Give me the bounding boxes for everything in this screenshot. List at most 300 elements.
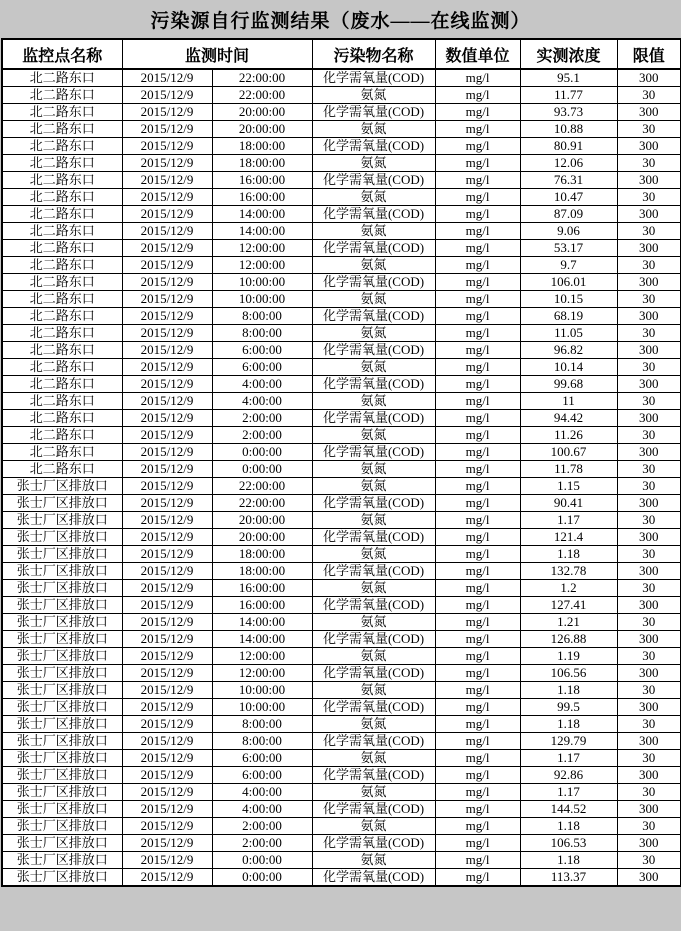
cell-date: 2015/12/9 <box>122 801 212 818</box>
cell-date: 2015/12/9 <box>122 444 212 461</box>
cell-measured: 11.77 <box>520 87 617 104</box>
cell-measured: 96.82 <box>520 342 617 359</box>
cell-date: 2015/12/9 <box>122 716 212 733</box>
cell-time: 8:00:00 <box>212 308 312 325</box>
cell-date: 2015/12/9 <box>122 767 212 784</box>
table-row <box>2 444 681 461</box>
cell-date: 2015/12/9 <box>122 69 212 87</box>
cell-unit: mg/l <box>435 172 520 189</box>
cell-date: 2015/12/9 <box>122 121 212 138</box>
cell-site: 北二路东口 <box>2 274 122 291</box>
cell-limit: 30 <box>617 478 681 495</box>
cell-pollutant: 氨氮 <box>312 359 435 376</box>
cell-date: 2015/12/9 <box>122 784 212 801</box>
table-row <box>2 631 681 648</box>
table-row <box>2 155 681 172</box>
cell-pollutant: 化学需氧量(COD) <box>312 240 435 257</box>
cell-limit: 300 <box>617 801 681 818</box>
cell-date: 2015/12/9 <box>122 87 212 104</box>
cell-measured: 100.67 <box>520 444 617 461</box>
cell-limit: 30 <box>617 257 681 274</box>
cell-pollutant: 化学需氧量(COD) <box>312 699 435 716</box>
cell-pollutant: 化学需氧量(COD) <box>312 104 435 121</box>
cell-date: 2015/12/9 <box>122 138 212 155</box>
cell-site: 张士厂区排放口 <box>2 512 122 529</box>
cell-unit: mg/l <box>435 155 520 172</box>
cell-site: 张士厂区排放口 <box>2 835 122 852</box>
cell-measured: 1.18 <box>520 716 617 733</box>
table-row <box>2 512 681 529</box>
cell-unit: mg/l <box>435 546 520 563</box>
cell-limit: 300 <box>617 835 681 852</box>
cell-time: 6:00:00 <box>212 342 312 359</box>
cell-pollutant: 化学需氧量(COD) <box>312 172 435 189</box>
cell-unit: mg/l <box>435 104 520 121</box>
cell-date: 2015/12/9 <box>122 461 212 478</box>
cell-measured: 1.15 <box>520 478 617 495</box>
cell-unit: mg/l <box>435 512 520 529</box>
cell-unit: mg/l <box>435 495 520 512</box>
cell-limit: 30 <box>617 818 681 835</box>
cell-unit: mg/l <box>435 410 520 427</box>
table-row <box>2 291 681 308</box>
cell-site: 北二路东口 <box>2 138 122 155</box>
cell-pollutant: 氨氮 <box>312 291 435 308</box>
cell-pollutant: 化学需氧量(COD) <box>312 138 435 155</box>
table-row <box>2 546 681 563</box>
cell-site: 北二路东口 <box>2 155 122 172</box>
cell-limit: 300 <box>617 376 681 393</box>
cell-time: 20:00:00 <box>212 529 312 546</box>
cell-unit: mg/l <box>435 614 520 631</box>
cell-time: 14:00:00 <box>212 614 312 631</box>
cell-site: 北二路东口 <box>2 308 122 325</box>
cell-unit: mg/l <box>435 869 520 887</box>
cell-date: 2015/12/9 <box>122 257 212 274</box>
cell-date: 2015/12/9 <box>122 733 212 750</box>
cell-date: 2015/12/9 <box>122 631 212 648</box>
cell-limit: 30 <box>617 87 681 104</box>
cell-date: 2015/12/9 <box>122 274 212 291</box>
cell-measured: 106.01 <box>520 274 617 291</box>
cell-measured: 1.17 <box>520 784 617 801</box>
table-row <box>2 682 681 699</box>
cell-time: 14:00:00 <box>212 206 312 223</box>
cell-date: 2015/12/9 <box>122 852 212 869</box>
header-row <box>2 39 681 69</box>
cell-time: 16:00:00 <box>212 597 312 614</box>
cell-unit: mg/l <box>435 138 520 155</box>
cell-time: 10:00:00 <box>212 682 312 699</box>
cell-unit: mg/l <box>435 240 520 257</box>
cell-unit: mg/l <box>435 784 520 801</box>
cell-time: 18:00:00 <box>212 155 312 172</box>
cell-time: 16:00:00 <box>212 189 312 206</box>
cell-date: 2015/12/9 <box>122 665 212 682</box>
cell-site: 北二路东口 <box>2 444 122 461</box>
cell-unit: mg/l <box>435 206 520 223</box>
cell-date: 2015/12/9 <box>122 240 212 257</box>
cell-date: 2015/12/9 <box>122 427 212 444</box>
cell-pollutant: 氨氮 <box>312 87 435 104</box>
cell-date: 2015/12/9 <box>122 546 212 563</box>
cell-time: 2:00:00 <box>212 835 312 852</box>
cell-time: 2:00:00 <box>212 410 312 427</box>
cell-pollutant: 氨氮 <box>312 223 435 240</box>
cell-time: 8:00:00 <box>212 716 312 733</box>
cell-measured: 90.41 <box>520 495 617 512</box>
cell-pollutant: 化学需氧量(COD) <box>312 869 435 887</box>
cell-date: 2015/12/9 <box>122 580 212 597</box>
cell-time: 18:00:00 <box>212 546 312 563</box>
cell-site: 张士厂区排放口 <box>2 478 122 495</box>
cell-site: 张士厂区排放口 <box>2 580 122 597</box>
cell-date: 2015/12/9 <box>122 308 212 325</box>
cell-site: 张士厂区排放口 <box>2 682 122 699</box>
cell-time: 20:00:00 <box>212 512 312 529</box>
cell-time: 4:00:00 <box>212 393 312 410</box>
table-row <box>2 461 681 478</box>
cell-pollutant: 氨氮 <box>312 478 435 495</box>
cell-site: 张士厂区排放口 <box>2 716 122 733</box>
cell-site: 张士厂区排放口 <box>2 801 122 818</box>
col-header-site: 监控点名称 <box>2 39 122 69</box>
table-row <box>2 852 681 869</box>
cell-site: 北二路东口 <box>2 342 122 359</box>
cell-time: 12:00:00 <box>212 257 312 274</box>
cell-limit: 300 <box>617 172 681 189</box>
cell-site: 张士厂区排放口 <box>2 869 122 887</box>
cell-pollutant: 氨氮 <box>312 325 435 342</box>
cell-pollutant: 化学需氧量(COD) <box>312 835 435 852</box>
cell-pollutant: 氨氮 <box>312 189 435 206</box>
cell-limit: 300 <box>617 665 681 682</box>
cell-time: 0:00:00 <box>212 852 312 869</box>
cell-time: 8:00:00 <box>212 325 312 342</box>
cell-measured: 10.14 <box>520 359 617 376</box>
cell-site: 张士厂区排放口 <box>2 852 122 869</box>
cell-unit: mg/l <box>435 767 520 784</box>
cell-unit: mg/l <box>435 580 520 597</box>
cell-unit: mg/l <box>435 121 520 138</box>
cell-limit: 300 <box>617 563 681 580</box>
col-header-limit: 限值 <box>617 39 681 69</box>
cell-date: 2015/12/9 <box>122 206 212 223</box>
cell-pollutant: 化学需氧量(COD) <box>312 767 435 784</box>
cell-time: 22:00:00 <box>212 87 312 104</box>
cell-limit: 30 <box>617 189 681 206</box>
cell-limit: 300 <box>617 869 681 887</box>
cell-time: 6:00:00 <box>212 750 312 767</box>
cell-unit: mg/l <box>435 461 520 478</box>
table-row <box>2 767 681 784</box>
cell-unit: mg/l <box>435 308 520 325</box>
cell-site: 北二路东口 <box>2 359 122 376</box>
cell-unit: mg/l <box>435 835 520 852</box>
cell-pollutant: 化学需氧量(COD) <box>312 597 435 614</box>
table-row <box>2 138 681 155</box>
table-row <box>2 172 681 189</box>
cell-date: 2015/12/9 <box>122 750 212 767</box>
cell-time: 14:00:00 <box>212 631 312 648</box>
cell-limit: 300 <box>617 69 681 87</box>
cell-measured: 9.7 <box>520 257 617 274</box>
cell-pollutant: 化学需氧量(COD) <box>312 206 435 223</box>
cell-measured: 1.18 <box>520 546 617 563</box>
cell-time: 10:00:00 <box>212 274 312 291</box>
table-row <box>2 784 681 801</box>
cell-limit: 30 <box>617 223 681 240</box>
cell-measured: 93.73 <box>520 104 617 121</box>
monitoring-table <box>1 38 681 887</box>
cell-unit: mg/l <box>435 359 520 376</box>
cell-limit: 30 <box>617 427 681 444</box>
cell-pollutant: 氨氮 <box>312 750 435 767</box>
cell-limit: 300 <box>617 138 681 155</box>
cell-limit: 30 <box>617 614 681 631</box>
cell-date: 2015/12/9 <box>122 325 212 342</box>
cell-measured: 127.41 <box>520 597 617 614</box>
cell-measured: 92.86 <box>520 767 617 784</box>
cell-unit: mg/l <box>435 750 520 767</box>
cell-limit: 30 <box>617 325 681 342</box>
cell-unit: mg/l <box>435 257 520 274</box>
cell-pollutant: 化学需氧量(COD) <box>312 563 435 580</box>
table-row <box>2 325 681 342</box>
cell-site: 张士厂区排放口 <box>2 614 122 631</box>
cell-measured: 11.78 <box>520 461 617 478</box>
cell-time: 2:00:00 <box>212 818 312 835</box>
cell-time: 18:00:00 <box>212 138 312 155</box>
cell-site: 张士厂区排放口 <box>2 529 122 546</box>
cell-date: 2015/12/9 <box>122 342 212 359</box>
cell-site: 张士厂区排放口 <box>2 818 122 835</box>
cell-date: 2015/12/9 <box>122 597 212 614</box>
cell-measured: 1.17 <box>520 512 617 529</box>
cell-measured: 1.18 <box>520 682 617 699</box>
cell-measured: 10.15 <box>520 291 617 308</box>
cell-site: 北二路东口 <box>2 87 122 104</box>
cell-measured: 80.91 <box>520 138 617 155</box>
cell-pollutant: 化学需氧量(COD) <box>312 376 435 393</box>
table-row <box>2 495 681 512</box>
cell-measured: 1.21 <box>520 614 617 631</box>
cell-unit: mg/l <box>435 274 520 291</box>
cell-unit: mg/l <box>435 716 520 733</box>
cell-date: 2015/12/9 <box>122 155 212 172</box>
table-row <box>2 223 681 240</box>
cell-pollutant: 氨氮 <box>312 121 435 138</box>
cell-date: 2015/12/9 <box>122 359 212 376</box>
cell-site: 北二路东口 <box>2 291 122 308</box>
cell-measured: 1.19 <box>520 648 617 665</box>
cell-pollutant: 化学需氧量(COD) <box>312 308 435 325</box>
cell-time: 10:00:00 <box>212 699 312 716</box>
cell-site: 北二路东口 <box>2 172 122 189</box>
cell-unit: mg/l <box>435 427 520 444</box>
cell-date: 2015/12/9 <box>122 189 212 206</box>
cell-date: 2015/12/9 <box>122 495 212 512</box>
table-row <box>2 342 681 359</box>
cell-pollutant: 化学需氧量(COD) <box>312 631 435 648</box>
cell-pollutant: 氨氮 <box>312 546 435 563</box>
cell-time: 22:00:00 <box>212 478 312 495</box>
table-row <box>2 69 681 87</box>
cell-date: 2015/12/9 <box>122 869 212 887</box>
table-row <box>2 665 681 682</box>
table-row <box>2 410 681 427</box>
cell-pollutant: 氨氮 <box>312 784 435 801</box>
cell-limit: 300 <box>617 597 681 614</box>
table-row <box>2 257 681 274</box>
cell-time: 12:00:00 <box>212 240 312 257</box>
cell-pollutant: 氨氮 <box>312 716 435 733</box>
cell-limit: 300 <box>617 733 681 750</box>
col-header-measured: 实测浓度 <box>520 39 617 69</box>
cell-date: 2015/12/9 <box>122 818 212 835</box>
cell-measured: 144.52 <box>520 801 617 818</box>
cell-time: 0:00:00 <box>212 461 312 478</box>
cell-measured: 113.37 <box>520 869 617 887</box>
table-body <box>2 69 681 886</box>
cell-measured: 1.17 <box>520 750 617 767</box>
cell-site: 张士厂区排放口 <box>2 563 122 580</box>
cell-measured: 87.09 <box>520 206 617 223</box>
cell-measured: 129.79 <box>520 733 617 750</box>
cell-measured: 121.4 <box>520 529 617 546</box>
cell-unit: mg/l <box>435 801 520 818</box>
cell-measured: 76.31 <box>520 172 617 189</box>
cell-time: 0:00:00 <box>212 869 312 887</box>
cell-measured: 1.18 <box>520 852 617 869</box>
cell-pollutant: 氨氮 <box>312 393 435 410</box>
cell-unit: mg/l <box>435 563 520 580</box>
cell-date: 2015/12/9 <box>122 614 212 631</box>
cell-time: 22:00:00 <box>212 69 312 87</box>
cell-pollutant: 氨氮 <box>312 461 435 478</box>
cell-unit: mg/l <box>435 393 520 410</box>
cell-site: 北二路东口 <box>2 69 122 87</box>
table-row <box>2 597 681 614</box>
table-row <box>2 529 681 546</box>
cell-time: 4:00:00 <box>212 801 312 818</box>
cell-site: 北二路东口 <box>2 104 122 121</box>
table-row <box>2 648 681 665</box>
cell-time: 6:00:00 <box>212 359 312 376</box>
cell-pollutant: 氨氮 <box>312 257 435 274</box>
cell-site: 北二路东口 <box>2 189 122 206</box>
cell-site: 北二路东口 <box>2 461 122 478</box>
cell-time: 16:00:00 <box>212 172 312 189</box>
cell-measured: 11.05 <box>520 325 617 342</box>
cell-date: 2015/12/9 <box>122 699 212 716</box>
cell-site: 张士厂区排放口 <box>2 733 122 750</box>
cell-site: 北二路东口 <box>2 376 122 393</box>
cell-measured: 99.68 <box>520 376 617 393</box>
cell-limit: 30 <box>617 716 681 733</box>
cell-time: 4:00:00 <box>212 784 312 801</box>
cell-pollutant: 化学需氧量(COD) <box>312 69 435 87</box>
table-row <box>2 801 681 818</box>
cell-unit: mg/l <box>435 818 520 835</box>
cell-pollutant: 化学需氧量(COD) <box>312 410 435 427</box>
cell-date: 2015/12/9 <box>122 393 212 410</box>
cell-pollutant: 氨氮 <box>312 155 435 172</box>
cell-measured: 10.47 <box>520 189 617 206</box>
table-row <box>2 308 681 325</box>
cell-measured: 11.26 <box>520 427 617 444</box>
cell-measured: 99.5 <box>520 699 617 716</box>
cell-time: 18:00:00 <box>212 563 312 580</box>
cell-site: 北二路东口 <box>2 410 122 427</box>
cell-measured: 94.42 <box>520 410 617 427</box>
cell-date: 2015/12/9 <box>122 376 212 393</box>
table-row <box>2 733 681 750</box>
cell-measured: 9.06 <box>520 223 617 240</box>
cell-unit: mg/l <box>435 223 520 240</box>
cell-unit: mg/l <box>435 342 520 359</box>
cell-date: 2015/12/9 <box>122 529 212 546</box>
cell-site: 张士厂区排放口 <box>2 546 122 563</box>
table-row <box>2 835 681 852</box>
cell-time: 16:00:00 <box>212 580 312 597</box>
cell-time: 14:00:00 <box>212 223 312 240</box>
table-row <box>2 274 681 291</box>
cell-limit: 300 <box>617 206 681 223</box>
cell-measured: 53.17 <box>520 240 617 257</box>
cell-unit: mg/l <box>435 733 520 750</box>
cell-pollutant: 氨氮 <box>312 580 435 597</box>
table-row <box>2 716 681 733</box>
table-row <box>2 206 681 223</box>
cell-limit: 30 <box>617 580 681 597</box>
cell-date: 2015/12/9 <box>122 835 212 852</box>
cell-limit: 30 <box>617 784 681 801</box>
cell-date: 2015/12/9 <box>122 478 212 495</box>
table-row <box>2 359 681 376</box>
cell-site: 北二路东口 <box>2 325 122 342</box>
cell-site: 北二路东口 <box>2 393 122 410</box>
cell-unit: mg/l <box>435 699 520 716</box>
table-row <box>2 869 681 887</box>
cell-site: 张士厂区排放口 <box>2 597 122 614</box>
cell-limit: 30 <box>617 291 681 308</box>
cell-limit: 30 <box>617 155 681 172</box>
cell-pollutant: 氨氮 <box>312 512 435 529</box>
cell-limit: 30 <box>617 648 681 665</box>
table-row <box>2 699 681 716</box>
cell-date: 2015/12/9 <box>122 223 212 240</box>
cell-pollutant: 氨氮 <box>312 818 435 835</box>
cell-pollutant: 化学需氧量(COD) <box>312 801 435 818</box>
table-row <box>2 376 681 393</box>
cell-site: 北二路东口 <box>2 240 122 257</box>
cell-date: 2015/12/9 <box>122 682 212 699</box>
cell-limit: 30 <box>617 682 681 699</box>
cell-measured: 126.88 <box>520 631 617 648</box>
cell-unit: mg/l <box>435 325 520 342</box>
cell-unit: mg/l <box>435 852 520 869</box>
cell-date: 2015/12/9 <box>122 291 212 308</box>
cell-limit: 300 <box>617 529 681 546</box>
cell-time: 4:00:00 <box>212 376 312 393</box>
cell-pollutant: 氨氮 <box>312 682 435 699</box>
table-row <box>2 750 681 767</box>
cell-limit: 300 <box>617 631 681 648</box>
cell-measured: 68.19 <box>520 308 617 325</box>
cell-pollutant: 氨氮 <box>312 427 435 444</box>
cell-measured: 1.2 <box>520 580 617 597</box>
